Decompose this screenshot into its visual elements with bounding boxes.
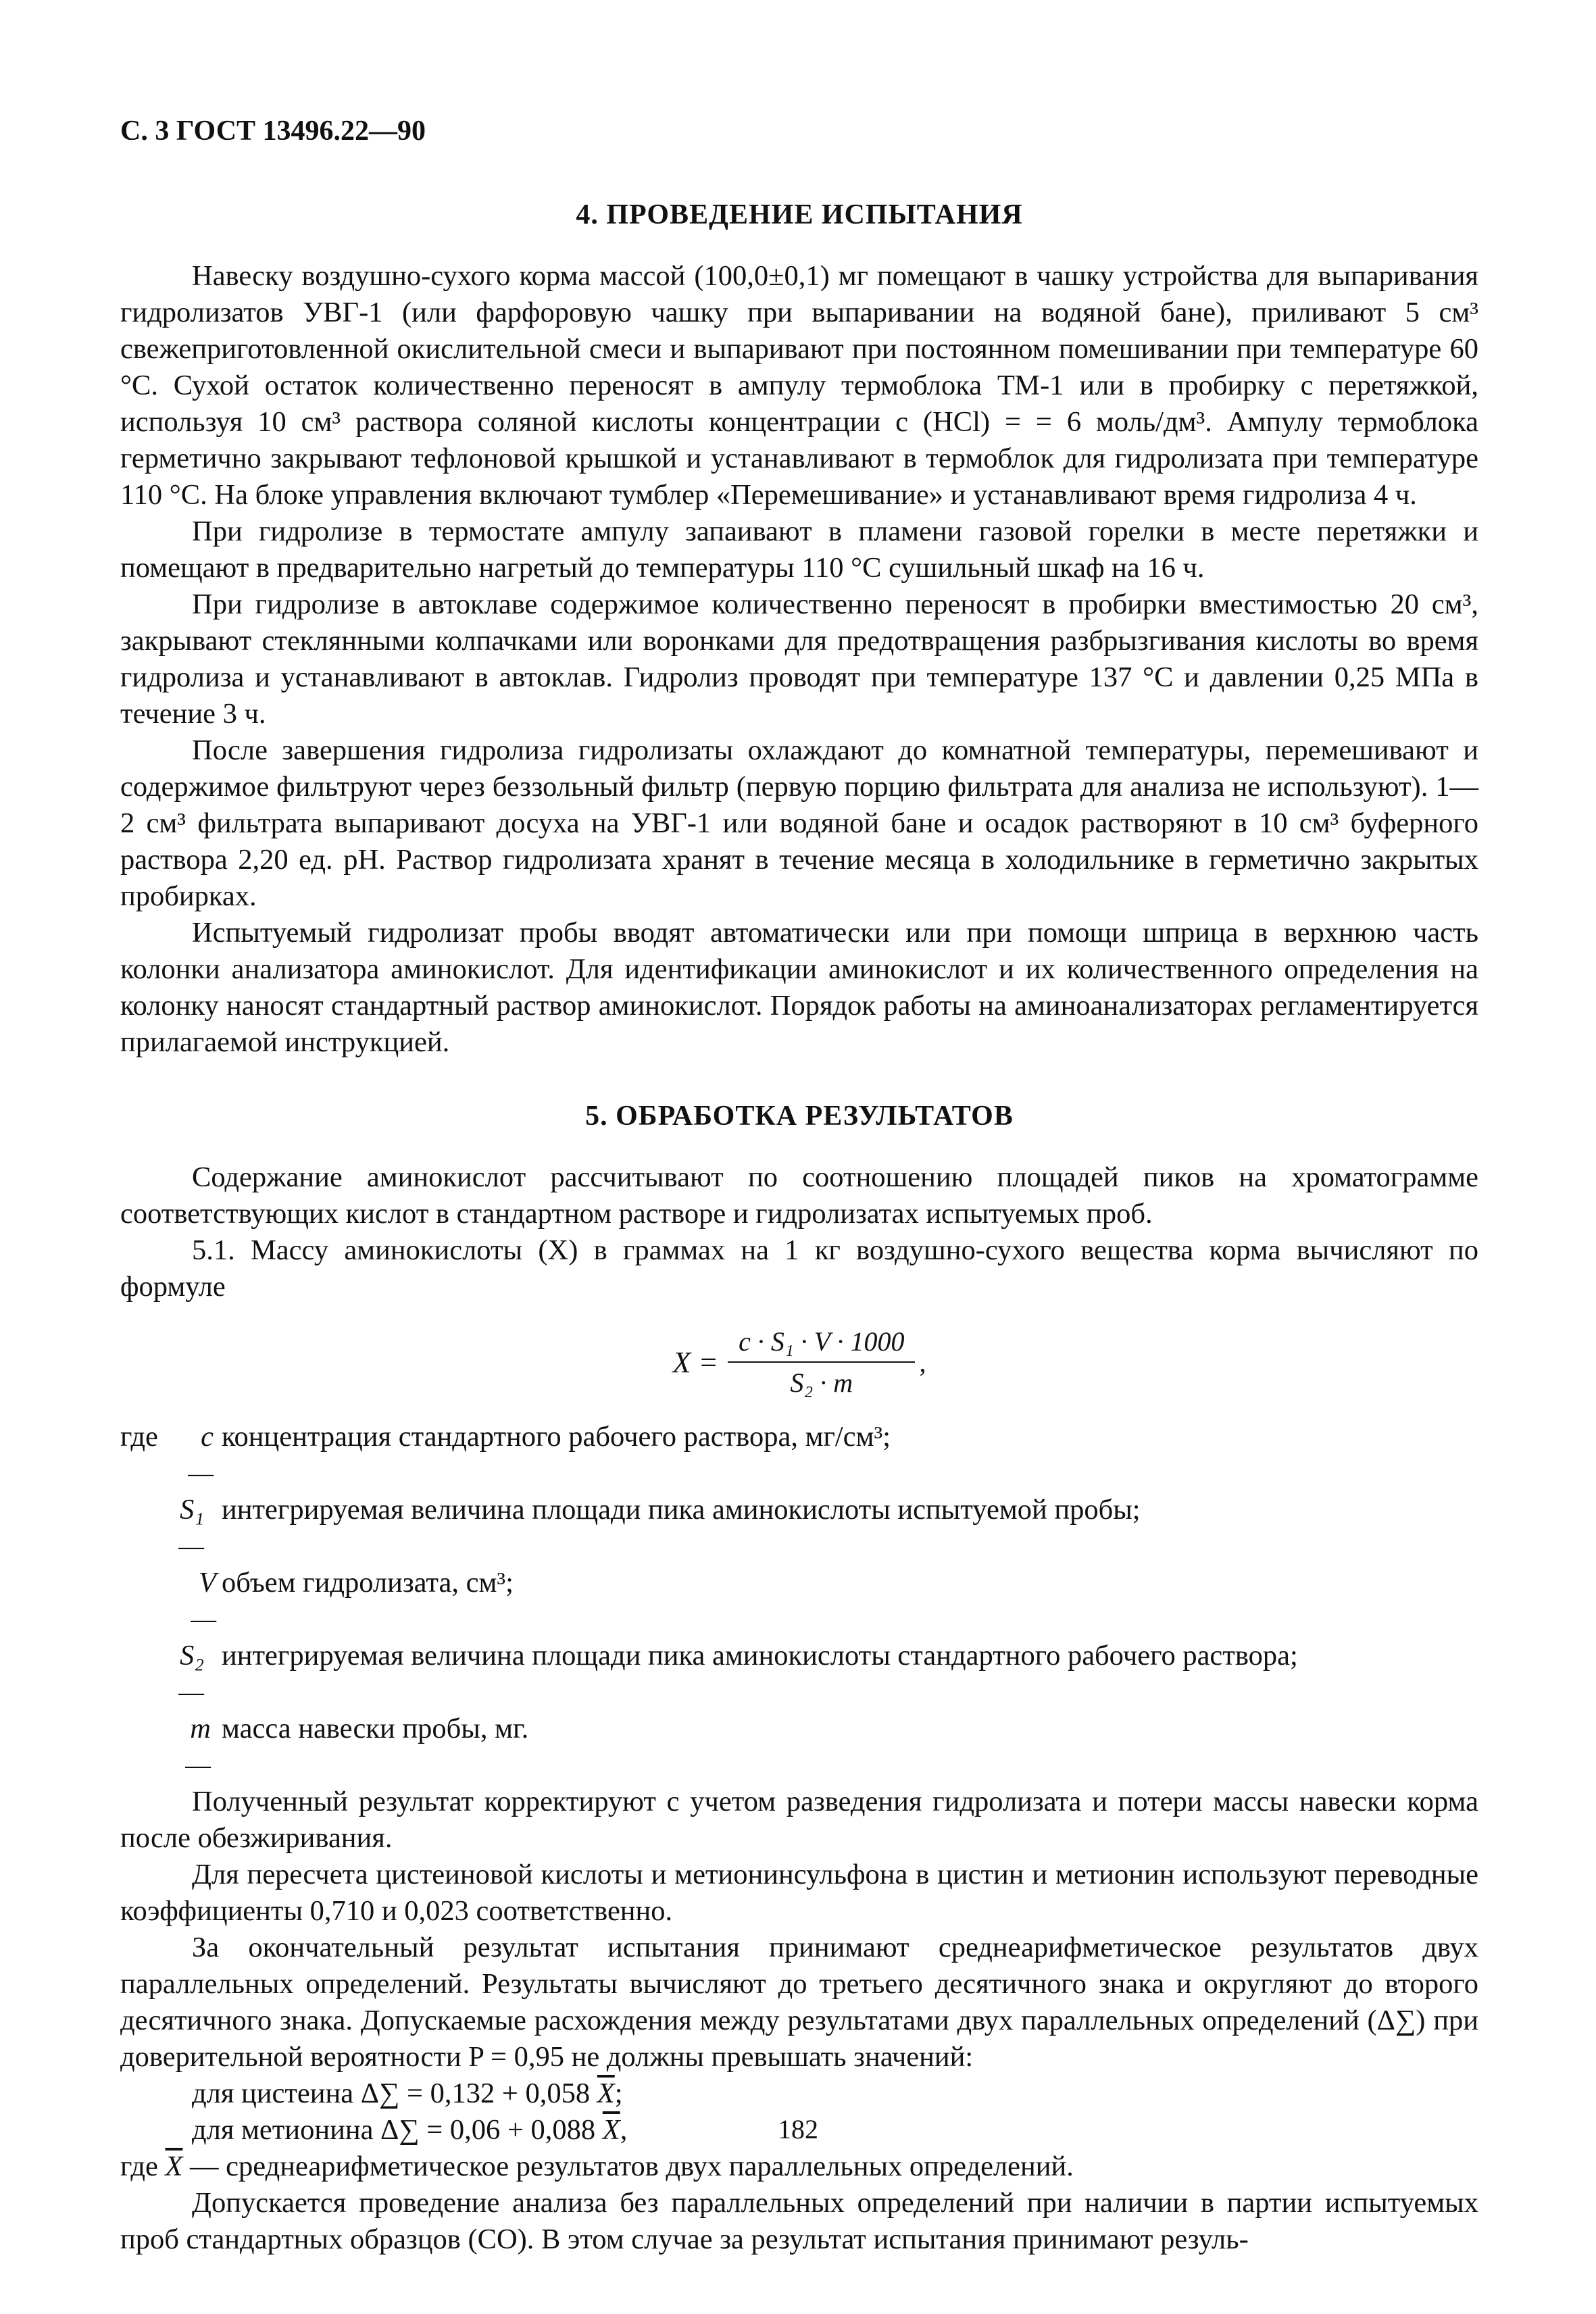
- definition-row: [120, 1638, 1478, 1711]
- equation-methionine-text: для метионина Δ∑ = 0,06 + 0,088: [192, 2114, 596, 2146]
- x-bar-symbol: $\overline{X}$: [165, 2150, 183, 2182]
- xbar-definition: [120, 2148, 1478, 2185]
- definition-row: [120, 1492, 1478, 1565]
- section-4-paragraph-5: Испытуемый гидролизат пробы вводят автоматически или при помощи шприца в верхнюю часть колонки анализатора аминокислот. Для идентификации аминокислот и их количественного определения на колонку наносят стандартный раствор аминокислот. Порядок работы на аминоанализаторах регламентируется прилагаемой инструкцией.: [120, 917, 1478, 1058]
- definition-text: интегрируемая величина площади пика аминокислоты стандартного рабочего раствора;: [222, 1640, 1298, 1671]
- where-word: где: [120, 1421, 158, 1453]
- formula-comma: ,: [919, 1347, 926, 1378]
- formula-numerator: c · S₁ · V · 1000: [728, 1326, 915, 1363]
- equation-cystine-text: для цистеина Δ∑ = 0,132 + 0,058: [192, 2078, 591, 2109]
- section-5-last-paragraph: Допускается проведение анализа без параллельных определений при наличии в партии испытуемых проб стандартных образцов (СО). В этом случае за результат испытания принимают резуль-: [120, 2187, 1478, 2255]
- x-bar-symbol: $\overline{X}$: [597, 2078, 615, 2109]
- definition-symbol: S₁ —: [178, 1494, 204, 1562]
- document-page: [120, 115, 1478, 2258]
- formula-denominator: S₂ · m: [790, 1367, 853, 1398]
- section-5-paragraph-1: Полученный результат корректируют с учетом разведения гидролизата и потери массы навески корма после обезжиривания.: [120, 1786, 1478, 1854]
- section-4-title: 4. ПРОВЕДЕНИЕ ИСПЫТАНИЯ: [576, 199, 1023, 230]
- section-4-paragraph-1: Навеску воздушно-сухого корма массой (100,0±0,1) мг помещают в чашку устройства для выпаривания гидролизатов УВГ-1 (или фарфоровую чашку при выпаривании на водяной бане), приливают 5 см³ свежеприготовленной окислительной смеси и выпаривают при постоянном помешивании при температуре 60 °С. Сухой остаток количественно переносят в ампулу термоблока ТМ-1 или в пробирку с перетяжкой, используя 10 см³ раствора соляной кислоты концентрации c (HCl) = = 6 моль/дм³. Ампулу термоблока герметично закрывают тефлоновой крышкой и устанавливают в термоблок для гидролизата при температуре 110 °С. На блоке управления включают тумблер «Перемешивание» и устанавливают время гидролиза 4 ч.: [120, 260, 1478, 511]
- section-4-paragraph-4: После завершения гидролиза гидролизаты охлаждают до комнатной температуры, перемешивают и содержимое фильтруют через беззольный фильтр (первую порцию фильтрата для анализа не используют). 1—2 см³ фильтрата выпаривают досуха на УВГ-1 или водяной бане и осадок растворяют в 10 см³ буферного раствора 2,20 ед. pH. Раствор гидролизата хранят в течение месяца в холодильнике в герметично закрытых пробирках.: [120, 734, 1478, 912]
- definition-text: концентрация стандартного рабочего раствора, мг/см³;: [222, 1421, 891, 1453]
- equation-methionine-end: ,: [620, 2114, 628, 2146]
- section-5-paragraph-3: За окончательный результат испытания принимают среднеарифметическое результатов двух параллельных определений. Результаты вычисляют до третьего десятичного знака и округляют до второго десятичного знака. Допускаемые расхождения между результатами двух параллельных определений (Δ∑) при доверительной вероятности P = 0,95 не должны превышать значений:: [120, 1932, 1478, 2073]
- page-number: 182: [778, 2114, 818, 2144]
- xbar-definition-text: — среднеарифметическое результатов двух параллельных определений.: [190, 2150, 1074, 2182]
- section-5-paragraph-2: Для пересчета цистеиновой кислоты и метионинсульфона в цистин и метионин используют переводные коэффициенты 0,710 и 0,023 соответственно.: [120, 1859, 1478, 1927]
- definition-symbol: S₂ —: [178, 1640, 204, 1708]
- clause-5-1: 5.1. Массу аминокислоты (X) в граммах на 1 кг воздушно-сухого вещества корма вычисляют по формуле: [120, 1234, 1478, 1303]
- definition-text: масса навески пробы, мг.: [222, 1713, 529, 1744]
- definition-row: [120, 1711, 1478, 1784]
- formula: [120, 1326, 1478, 1399]
- definition-symbol: m —: [185, 1713, 211, 1781]
- document-header: С. 3 ГОСТ 13496.22—90: [120, 116, 426, 147]
- definition-row: [120, 1565, 1478, 1638]
- section-5-title: 5. ОБРАБОТКА РЕЗУЛЬТАТОВ: [585, 1101, 1014, 1132]
- definition-symbol: c —: [188, 1421, 214, 1489]
- x-bar-symbol: $\overline{X}$: [602, 2114, 620, 2146]
- section-4-paragraph-3: При гидролизе в автоклаве содержимое количественно переносят в пробирки вместимостью 20 см³, закрывают стеклянными колпачками или воронками для предотвращения разбрызгивания кислоты во время гидролиза и устанавливают в автоклав. Гидролиз проводят при температуре 137 °С и давлении 0,25 МПа в течение 3 ч.: [120, 588, 1478, 730]
- definition-row: [120, 1419, 1478, 1492]
- where-word: где: [120, 2150, 158, 2182]
- formula-fraction: [728, 1326, 915, 1399]
- section-4-paragraph-2: При гидролизе в термостате ампулу запаивают в пламени газовой горелки в месте перетяжки и помещают в предварительно нагретый до температуры 110 °С сушильный шкаф на 16 ч.: [120, 515, 1478, 584]
- formula-lhs: X =: [672, 1345, 719, 1379]
- equation-cystine: [120, 2076, 1478, 2112]
- equation-cystine-end: ;: [614, 2078, 623, 2109]
- section-5-intro: Содержание аминокислот рассчитывают по соотношению площадей пиков на хроматограмме соответствующих кислот в стандартном растворе и гидролизатах испытуемых проб.: [120, 1161, 1478, 1230]
- definition-text: интегрируемая величина площади пика аминокислоты испытуемой пробы;: [222, 1494, 1141, 1526]
- definition-text: объем гидролизата, см³;: [222, 1567, 514, 1599]
- definition-symbol: V —: [191, 1567, 216, 1635]
